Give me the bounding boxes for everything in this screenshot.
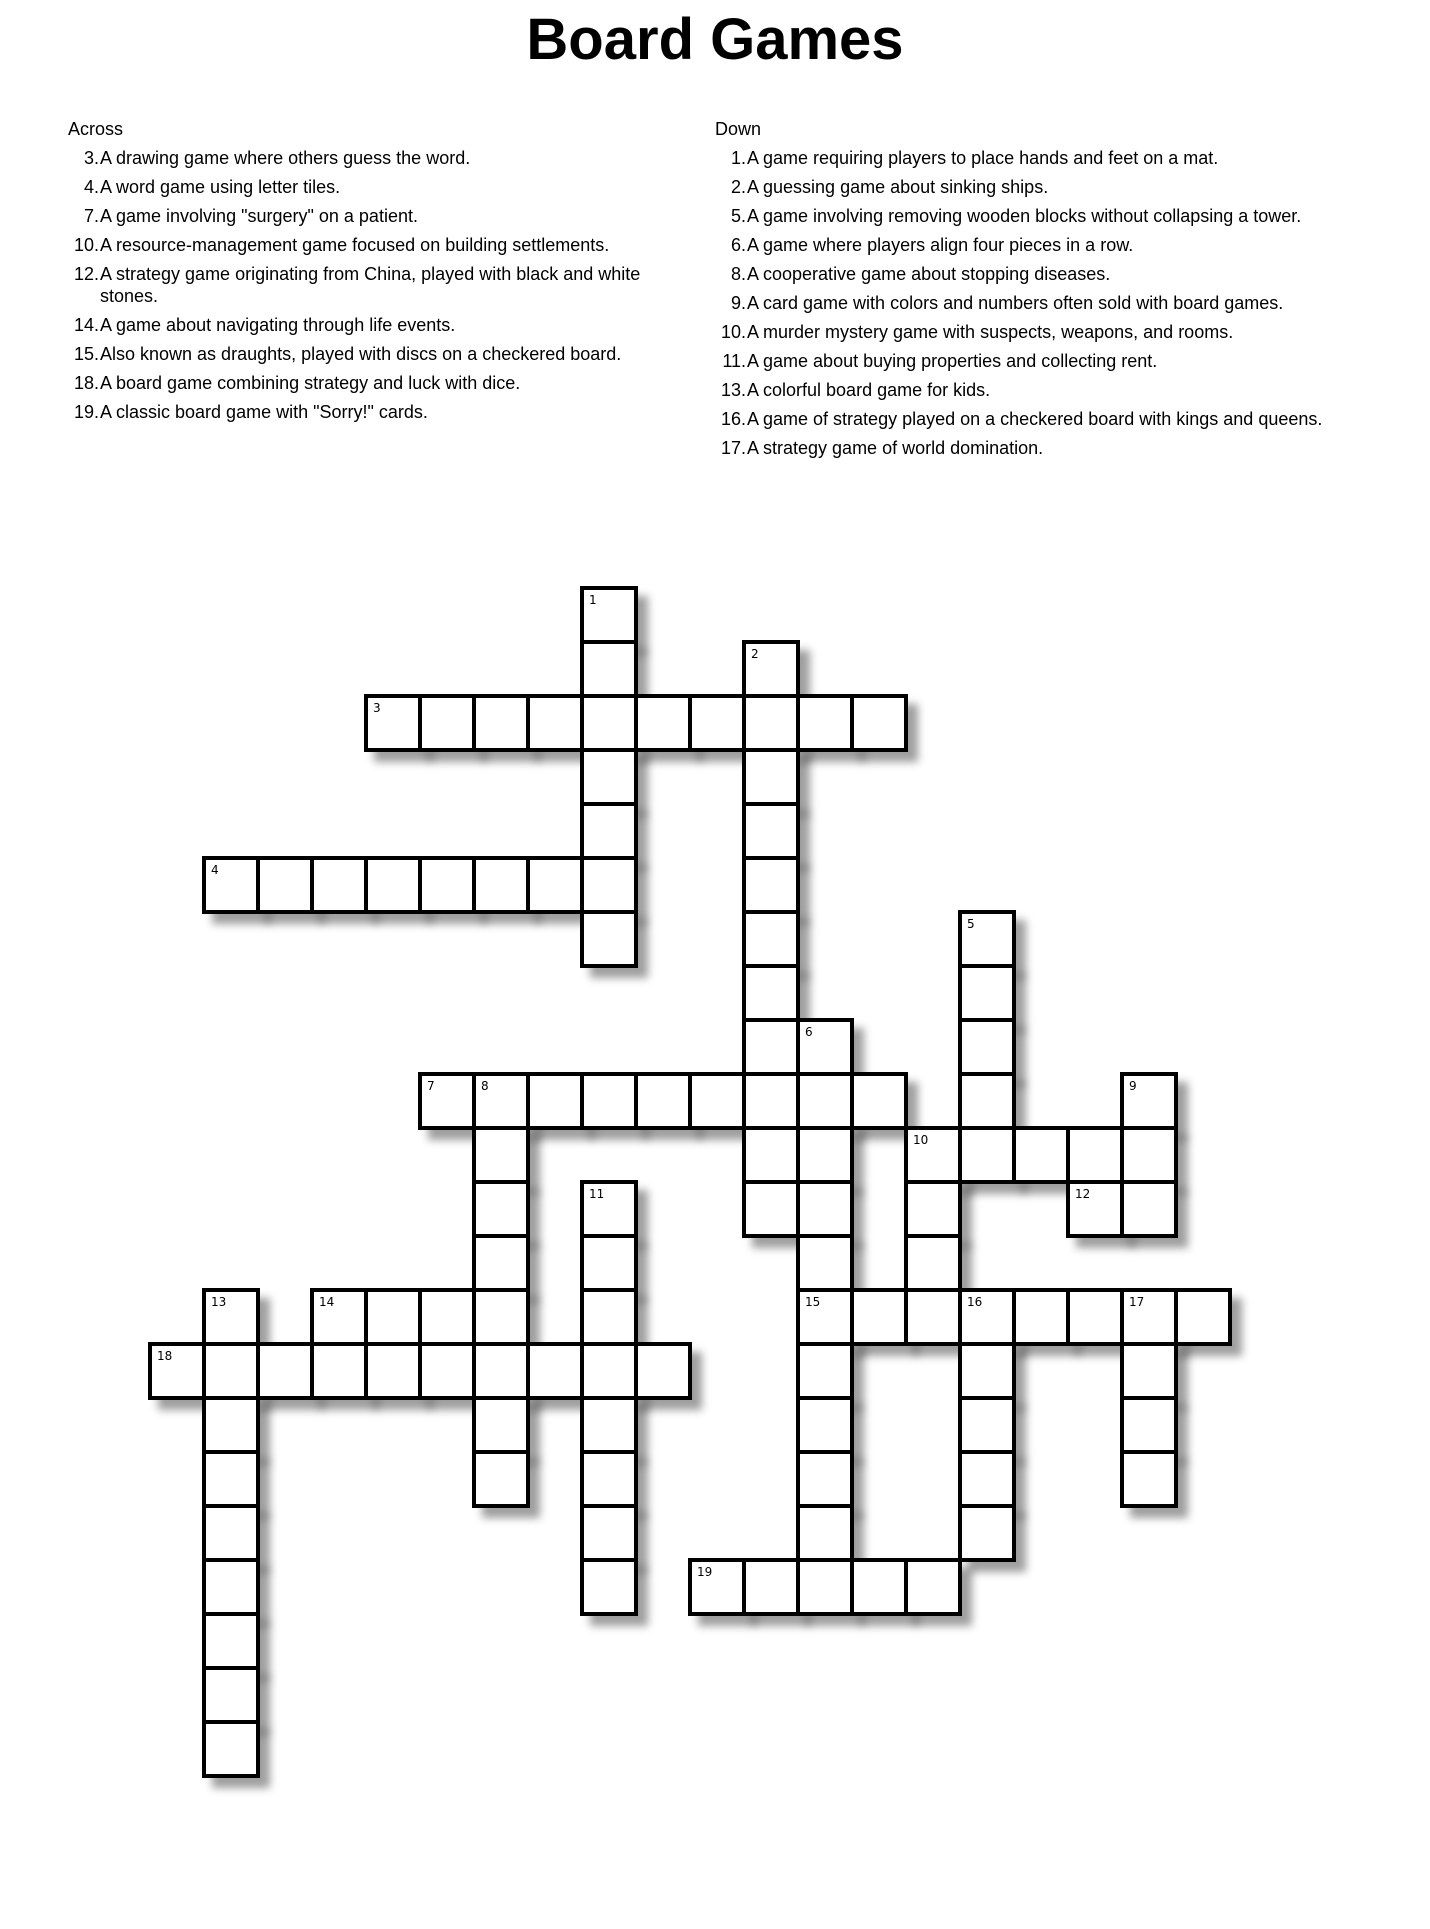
clue-text: A strategy game originating from China, played with black and white stones. (100, 264, 641, 306)
grid-cell[interactable] (1120, 1126, 1178, 1184)
grid-cell[interactable] (1120, 1450, 1178, 1508)
grid-cell[interactable] (202, 1288, 260, 1346)
cell-number: 17 (1129, 1295, 1145, 1309)
clue-text: A guessing game about sinking ships. (747, 177, 1049, 197)
grid-cell[interactable] (580, 640, 638, 698)
grid-cell[interactable] (1120, 1072, 1178, 1130)
across-clue (68, 372, 688, 394)
grid-cell[interactable] (256, 856, 314, 914)
clue-text: A classic board game with "Sorry!" cards. (100, 402, 428, 422)
cell-number: 11 (589, 1187, 605, 1201)
cell-number: 3 (373, 701, 381, 715)
grid-cell[interactable] (364, 694, 422, 752)
clue-number: 14. (73, 315, 99, 335)
grid-cell[interactable] (580, 1396, 638, 1454)
grid-cell[interactable] (688, 1558, 746, 1616)
across-clue (68, 401, 688, 423)
cell-number: 19 (697, 1565, 713, 1579)
grid-cell[interactable] (418, 1342, 476, 1400)
grid-cell[interactable] (634, 1072, 692, 1130)
grid-cell[interactable] (742, 640, 800, 698)
grid-cell[interactable] (796, 1072, 854, 1130)
clue-text: A game involving "surgery" on a patient. (100, 206, 418, 226)
clue-number: 10. (73, 235, 99, 255)
grid-cell[interactable] (850, 1072, 908, 1130)
cell-number: 5 (967, 917, 975, 931)
across-clues (68, 118, 688, 430)
grid-cell[interactable] (1066, 1288, 1124, 1346)
grid-cell[interactable] (202, 1504, 260, 1562)
grid-cell[interactable] (796, 1450, 854, 1508)
clue-text: A board game combining strategy and luck with dice. (100, 373, 521, 393)
down-clue (715, 437, 1355, 459)
grid-cell[interactable] (580, 1180, 638, 1238)
grid-cell[interactable] (472, 1288, 530, 1346)
grid-cell[interactable] (580, 586, 638, 644)
grid-cell[interactable] (580, 1504, 638, 1562)
grid-cell[interactable] (580, 802, 638, 860)
across-clue (68, 234, 688, 256)
grid-cell[interactable] (202, 1396, 260, 1454)
grid-cell[interactable] (904, 1234, 962, 1292)
grid-cell[interactable] (850, 1288, 908, 1346)
grid-cell[interactable] (796, 1396, 854, 1454)
cell-number: 14 (319, 1295, 335, 1309)
cell-number: 8 (481, 1079, 489, 1093)
across-clue-list (68, 147, 688, 423)
grid-cell[interactable] (796, 1180, 854, 1238)
cell-number: 13 (211, 1295, 227, 1309)
grid-cell[interactable] (418, 1288, 476, 1346)
clue-number: 2. (730, 177, 746, 197)
down-clue (715, 234, 1355, 256)
clue-text: Also known as draughts, played with discs on a checkered board. (100, 344, 622, 364)
grid-cell[interactable] (958, 1018, 1016, 1076)
clue-text: A game requiring players to place hands and feet on a mat. (747, 148, 1219, 168)
grid-cell[interactable] (580, 1288, 638, 1346)
grid-cell[interactable] (202, 856, 260, 914)
clue-number: 17. (720, 438, 746, 458)
clue-number: 6. (730, 235, 746, 255)
down-clues (715, 118, 1355, 466)
cell-number: 18 (157, 1349, 173, 1363)
across-clue (68, 314, 688, 336)
clue-text: A game where players align four pieces in a row. (747, 235, 1134, 255)
grid-cell[interactable] (742, 1558, 800, 1616)
grid-cell[interactable] (796, 1018, 854, 1076)
grid-cell[interactable] (904, 1180, 962, 1238)
grid-cell[interactable] (526, 694, 584, 752)
grid-cell[interactable] (796, 1558, 854, 1616)
grid-cell[interactable] (850, 694, 908, 752)
grid-cell[interactable] (742, 856, 800, 914)
grid-cell[interactable] (202, 1666, 260, 1724)
grid-cell[interactable] (1120, 1396, 1178, 1454)
clue-text: A colorful board game for kids. (747, 380, 991, 400)
grid-cell[interactable] (742, 964, 800, 1022)
grid-cell[interactable] (796, 1504, 854, 1562)
grid-cell[interactable] (742, 748, 800, 806)
down-clue-list (715, 147, 1355, 459)
grid-cell[interactable] (958, 1126, 1016, 1184)
across-heading: Across (68, 119, 124, 139)
grid-cell[interactable] (526, 1072, 584, 1130)
clue-text: A card game with colors and numbers often sold with board games. (747, 293, 1284, 313)
clue-number: 13. (720, 380, 746, 400)
grid-cell[interactable] (958, 1504, 1016, 1562)
grid-cell[interactable] (958, 910, 1016, 968)
clue-text: A cooperative game about stopping diseases. (747, 264, 1111, 284)
clue-number: 8. (730, 264, 746, 284)
grid-cell[interactable] (580, 1558, 638, 1616)
grid-cell[interactable] (148, 1342, 206, 1400)
grid-cell[interactable] (310, 856, 368, 914)
grid-cell[interactable] (1174, 1288, 1232, 1346)
grid-cell[interactable] (634, 694, 692, 752)
grid-cell[interactable] (742, 1180, 800, 1238)
grid-cell[interactable] (1120, 1342, 1178, 1400)
down-heading: Down (715, 119, 762, 139)
grid-cell[interactable] (742, 1126, 800, 1184)
cell-number: 7 (427, 1079, 435, 1093)
grid-cell[interactable] (1066, 1126, 1124, 1184)
grid-cell[interactable] (526, 1342, 584, 1400)
grid-cell[interactable] (850, 1558, 908, 1616)
grid-cell[interactable] (202, 1720, 260, 1778)
grid-cell[interactable] (580, 910, 638, 968)
clue-number: 3. (83, 148, 99, 168)
grid-cell[interactable] (364, 1288, 422, 1346)
grid-cell[interactable] (526, 856, 584, 914)
grid-cell[interactable] (958, 964, 1016, 1022)
grid-cell[interactable] (958, 1396, 1016, 1454)
clue-text: A drawing game where others guess the word. (100, 148, 471, 168)
grid-cell[interactable] (904, 1126, 962, 1184)
down-clue (715, 321, 1355, 343)
down-clue (715, 292, 1355, 314)
cell-number: 16 (967, 1295, 983, 1309)
clue-text: A game of strategy played on a checkered board with kings and queens. (747, 409, 1323, 429)
clue-number: 10. (720, 322, 746, 342)
grid-cell[interactable] (742, 694, 800, 752)
clue-number: 4. (83, 177, 99, 197)
grid-cell[interactable] (1012, 1126, 1070, 1184)
cell-number: 4 (211, 863, 219, 877)
cell-number: 9 (1129, 1079, 1137, 1093)
grid-cell[interactable] (472, 694, 530, 752)
clue-text: A word game using letter tiles. (100, 177, 341, 197)
grid-cell[interactable] (364, 856, 422, 914)
down-clue (715, 176, 1355, 198)
grid-cell[interactable] (796, 1234, 854, 1292)
cell-number: 6 (805, 1025, 813, 1039)
grid-cell[interactable] (472, 1126, 530, 1184)
grid-cell[interactable] (580, 1342, 638, 1400)
grid-cell[interactable] (256, 1342, 314, 1400)
grid-cell[interactable] (742, 1018, 800, 1076)
grid-cell[interactable] (580, 1234, 638, 1292)
across-clue (68, 205, 688, 227)
grid-cell[interactable] (904, 1558, 962, 1616)
across-clue (68, 263, 688, 307)
grid-cell[interactable] (958, 1342, 1016, 1400)
grid-cell[interactable] (1012, 1288, 1070, 1346)
grid-cell[interactable] (742, 802, 800, 860)
grid-cell[interactable] (1120, 1288, 1178, 1346)
cell-number: 12 (1075, 1187, 1091, 1201)
grid-cell[interactable] (580, 694, 638, 752)
down-clue (715, 379, 1355, 401)
grid-cell[interactable] (904, 1288, 962, 1346)
clue-text: A game about buying properties and collecting rent. (747, 351, 1158, 371)
grid-cell[interactable] (958, 1288, 1016, 1346)
cell-number: 1 (589, 593, 597, 607)
clue-number: 18. (73, 373, 99, 393)
down-clue (715, 408, 1355, 430)
grid-cell[interactable] (634, 1342, 692, 1400)
grid-cell[interactable] (472, 1342, 530, 1400)
grid-cell[interactable] (796, 1288, 854, 1346)
grid-cell[interactable] (472, 1072, 530, 1130)
puzzle-title: Board Games (526, 7, 904, 72)
clue-number: 9. (730, 293, 746, 313)
cell-number: 2 (751, 647, 759, 661)
grid-cell[interactable] (1066, 1180, 1124, 1238)
down-clue (715, 147, 1355, 169)
grid-cell[interactable] (580, 748, 638, 806)
grid-cell[interactable] (472, 1234, 530, 1292)
across-clue (68, 343, 688, 365)
clue-number: 16. (720, 409, 746, 429)
grid-cell[interactable] (580, 1072, 638, 1130)
clue-text: A game involving removing wooden blocks without collapsing a tower. (747, 206, 1302, 226)
grid-cell[interactable] (310, 1288, 368, 1346)
clue-text: A strategy game of world domination. (747, 438, 1044, 458)
grid-cell[interactable] (796, 1342, 854, 1400)
clue-number: 12. (73, 264, 99, 284)
grid-cell[interactable] (472, 1396, 530, 1454)
clue-text: A murder mystery game with suspects, weapons, and rooms. (747, 322, 1234, 342)
grid-cell[interactable] (796, 1126, 854, 1184)
grid-cell[interactable] (472, 856, 530, 914)
across-clue (68, 147, 688, 169)
cell-number: 10 (913, 1133, 929, 1147)
grid-cell[interactable] (1120, 1180, 1178, 1238)
grid-cell[interactable] (580, 856, 638, 914)
grid-cell[interactable] (364, 1342, 422, 1400)
grid-cell[interactable] (958, 1450, 1016, 1508)
clue-number: 1. (730, 148, 746, 168)
grid-cell[interactable] (418, 856, 476, 914)
down-clue (715, 205, 1355, 227)
grid-cell[interactable] (418, 1072, 476, 1130)
grid-cell[interactable] (202, 1342, 260, 1400)
grid-cell[interactable] (580, 1450, 638, 1508)
grid-cell[interactable] (688, 1072, 746, 1130)
grid-cell[interactable] (472, 1180, 530, 1238)
clue-text: A resource-management game focused on building settlements. (100, 235, 610, 255)
grid-cell[interactable] (958, 1072, 1016, 1130)
clue-number: 19. (73, 402, 99, 422)
clue-number: 15. (73, 344, 99, 364)
grid-cell[interactable] (796, 694, 854, 752)
grid-cell[interactable] (742, 1072, 800, 1130)
clue-number: 7. (83, 206, 99, 226)
clue-number: 5. (730, 206, 746, 226)
across-clue (68, 176, 688, 198)
grid-cell[interactable] (742, 910, 800, 968)
clue-number: 11. (722, 351, 746, 371)
down-clue (715, 263, 1355, 285)
cell-number: 15 (805, 1295, 821, 1309)
grid-cell[interactable] (418, 694, 476, 752)
clue-text: A game about navigating through life events. (100, 315, 456, 335)
grid-cell[interactable] (472, 1450, 530, 1508)
grid-cell[interactable] (202, 1558, 260, 1616)
down-clue (715, 350, 1355, 372)
grid-cell[interactable] (202, 1612, 260, 1670)
grid-cell[interactable] (202, 1450, 260, 1508)
grid-cell[interactable] (688, 694, 746, 752)
grid-cell[interactable] (310, 1342, 368, 1400)
